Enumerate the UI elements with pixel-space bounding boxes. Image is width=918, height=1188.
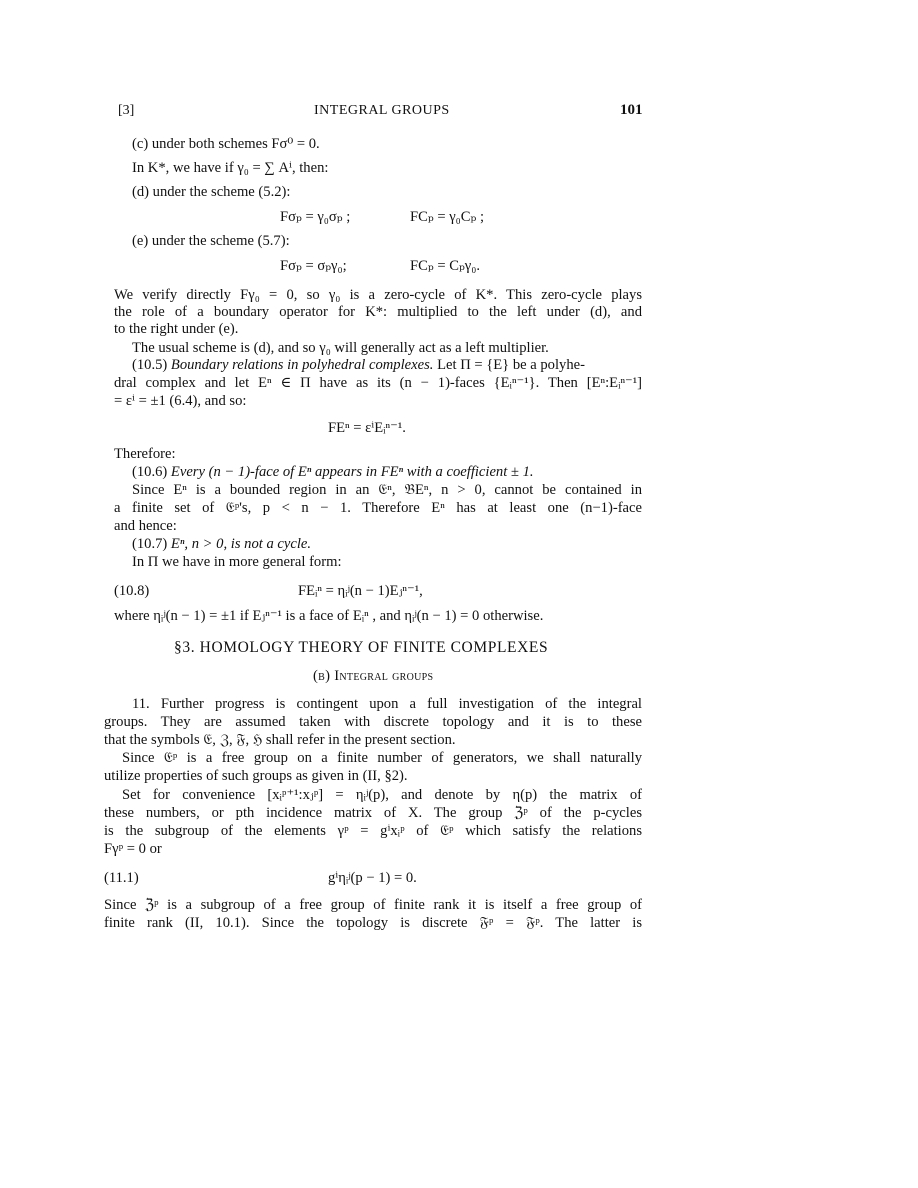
subsection-title: (b) Integral groups [313,668,434,684]
equation: FEᵢⁿ = ηᵢʲ(n − 1)Eⱼⁿ⁻¹, [298,583,423,599]
section-title: §3. HOMOLOGY THEORY OF FINITE COMPLEXES [174,639,549,656]
equation-label: (10.8) [114,583,150,599]
statement-10-6 [132,463,534,481]
item-number: (10.7) [132,536,168,552]
equation: gⁱηᵢʲ(p − 1) = 0. [328,870,417,886]
text-line: In Π we have in more general form: [132,554,342,570]
header-section-marker: [3] [118,103,135,118]
text-line: Fγᵖ = 0 or [104,841,162,857]
text-line: finite rank (II, 10.1). Since the topology is discrete 𝔉ᵖ = 𝔉ᵖ. The latter is [104,915,642,931]
text-line: 11. Further progress is contingent upon a full investigation of the integral [132,696,642,712]
item-heading: Boundary relations in polyhedral complexes. [170,357,434,373]
text-line: and hence: [114,518,177,534]
header-title: INTEGRAL GROUPS [314,103,450,118]
text-line: Therefore: [114,446,176,462]
equation: FCₚ = Cₚγ₀. [410,258,480,274]
equation: Fσₚ = γ₀σₚ ; [280,209,351,225]
text-line: (d) under the scheme (5.2): [132,184,291,200]
text-line: utilize properties of such groups as given in (II, §2). [104,768,408,784]
text-line: these numbers, or pth incidence matrix of X. The group ℨᵖ of the p-cycles [104,805,642,821]
page-number: 101 [620,102,643,118]
text-line: to the right under (e). [114,321,239,337]
equation: Fσₚ = σₚγ₀; [280,258,347,274]
text-line: Since Eⁿ is a bounded region in an 𝔈ⁿ, 𝔅Eⁿ, n > 0, cannot be contained in [132,482,642,498]
text-line: a finite set of 𝔈ᵖ's, p < n − 1. Therefore Eⁿ has at least one (n−1)-face [114,500,642,516]
text-line: is the subgroup of the elements γᵖ = gⁱxᵢᵖ of 𝔈ᵖ which satisfy the relations [104,823,642,839]
text-line: (c) under both schemes Fσ⁰ = 0. [132,136,320,152]
item-statement: Eⁿ, n > 0, is not a cycle. [170,536,312,552]
text-line: We verify directly Fγ₀ = 0, so γ₀ is a zero-cycle of K*. This zero-cycle plays [114,287,642,303]
text-line: that the symbols 𝔈, ℨ, 𝔉, ℌ shall refer in the present section. [104,732,456,748]
item-number: (10.5) [132,357,168,373]
text-line: Set for convenience [xᵢᵖ⁺¹:xⱼᵖ] = ηᵢʲ(p), and denote by η(p) the matrix of [122,787,642,803]
item-number: (10.6) [132,464,168,480]
text-line: The usual scheme is (d), and so γ₀ will generally act as a left multiplier. [132,340,549,356]
equation: FCₚ = γ₀Cₚ ; [410,209,485,225]
text-line: dral complex and let Eⁿ ∈ Π have as its (n − 1)-faces {Eᵢⁿ⁻¹}. Then [Eⁿ:Eᵢⁿ⁻¹] [114,375,642,391]
item-statement: Every (n − 1)-face of Eⁿ appears in FEⁿ with a coefficient ± 1. [170,464,534,480]
text-line: the role of a boundary operator for K*: multiplied to the left under (d), and [114,304,642,320]
text-line: Since 𝔈ᵖ is a free group on a finite number of generators, we shall naturally [122,750,642,766]
text-line: In K*, we have if γ₀ = ∑ Aⁱ, then: [132,160,329,176]
text-line: = εⁱ = ±1 (6.4), and so: [114,393,247,409]
text-line: (e) under the scheme (5.7): [132,233,290,249]
text-line: groups. They are assumed taken with discrete topology and it is to these [104,714,642,730]
statement-10-7 [132,535,311,553]
paragraph-10-5 [132,356,585,374]
text-line: where ηᵢʲ(n − 1) = ±1 if Eⱼⁿ⁻¹ is a face of Eᵢⁿ , and ηᵢʲ(n − 1) = 0 otherwise. [114,608,544,624]
equation: FEⁿ = εⁱEᵢⁿ⁻¹. [328,420,406,436]
text-line: Since ℨᵖ is a subgroup of a free group of finite rank it is itself a free group of [104,897,642,913]
equation-label: (11.1) [104,870,139,886]
item-text: Let Π = {E} be a polyhe- [437,357,585,373]
